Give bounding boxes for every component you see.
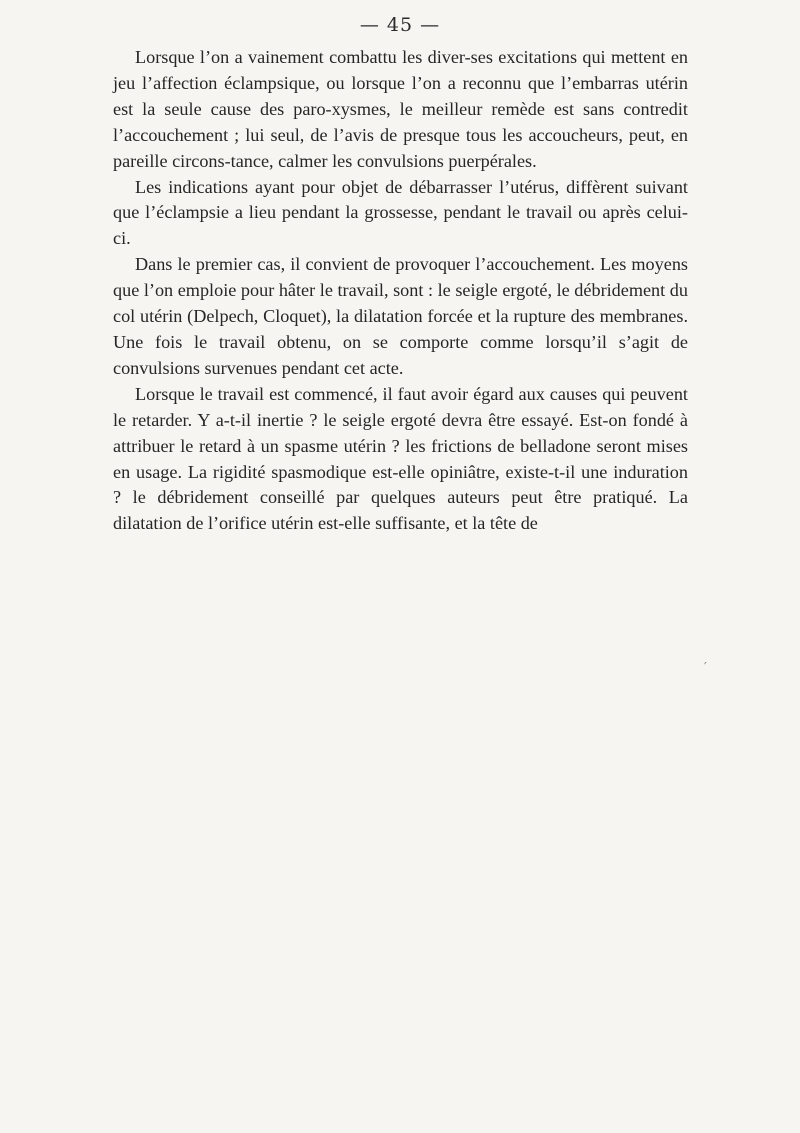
body-text <box>113 45 688 537</box>
paragraph-3: Dans le premier cas, il convient de provoquer l’accouchement. Les moyens que l’on emploie pour hâter le travail, sont : le seigle ergoté, le débridement du col utérin (Delpech, Cloquet), la dilatation forcée et la rupture des membranes. Une fois le travail obtenu, on se comporte comme lorsqu’il s’agit de convulsions survenues pendant cet acte. <box>113 254 688 378</box>
paragraph-4: Lorsque le travail est commencé, il faut avoir égard aux causes qui peuvent le retarder. Y a-t-il inertie ? le seigle ergoté devra être essayé. Est-on fondé à attribuer le retard à un spasme utérin ? les frictions de belladone seront mises en usage. La rigidité spasmodique est-elle opiniâtre, existe-t-il une induration ? le débridement conseillé par quelques auteurs peut être pratiqué. La dilatation de l’orifice utérin est-elle suffisante, et la tête de <box>113 383 688 534</box>
margin-mark: ′ <box>704 660 707 674</box>
paragraph-2: Les indications ayant pour objet de débarrasser l’utérus, diffèrent suivant que l’éclampsie a lieu pendant la grossesse, pendant le travail ou après celui-ci. <box>113 176 688 249</box>
page-number: — 45 — <box>359 14 441 36</box>
paragraph-1: Lorsque l’on a vainement combattu les diver-ses excitations qui mettent en jeu l’affection éclampsique, ou lorsque l’on a reconnu que l’embarras utérin est la seule cause des paro-xysmes, le meilleur remède est sans contredit l’accouchement ; lui seul, de l’avis de presque tous les accoucheurs, peut, en pareille circons-tance, calmer les convulsions puerpérales. <box>113 47 688 171</box>
